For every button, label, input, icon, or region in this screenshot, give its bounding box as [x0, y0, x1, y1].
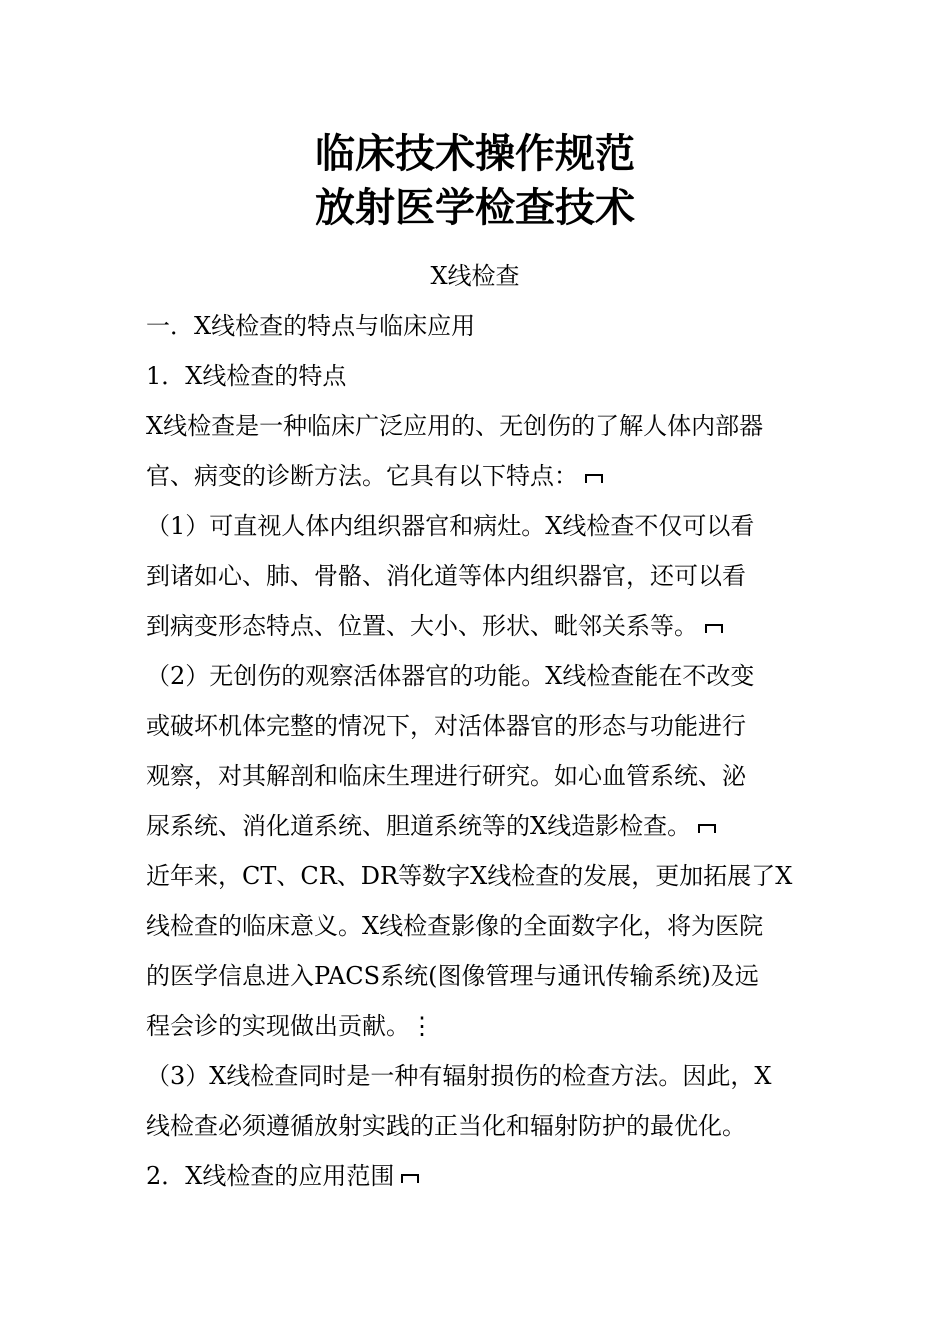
paragraph-line: 或破坏机体完整的情况下，对活体器官的形态与功能进行: [146, 712, 746, 740]
paragraph-mark-icon: [697, 820, 717, 834]
paragraph-mark-icon: [400, 1170, 420, 1184]
paragraph-line: 程会诊的实现做出贡献。⋮: [146, 1012, 434, 1040]
document-title-line-1: 临床技术操作规范: [315, 131, 635, 177]
paragraph-line: X线检查是一种临床广泛应用的、无创伤的了解人体内部器: [146, 412, 764, 440]
paragraph-line: （2）无创伤的观察活体器官的功能。X线检查能在不改变: [146, 662, 755, 690]
paragraph-line: 官、病变的诊断方法。它具有以下特点：: [146, 458, 604, 494]
paragraph-line: 线检查必须遵循放射实践的正当化和辐射防护的最优化。: [146, 1112, 746, 1140]
paragraph-line: 到诸如心、肺、骨骼、消化道等体内组织器官，还可以看: [146, 562, 746, 590]
heading-1-1: 1．X线检查的特点: [146, 362, 347, 390]
paragraph-line: 线检查的临床意义。X线检查影像的全面数字化，将为医院: [146, 912, 764, 940]
paragraph-line: 观察，对其解剖和临床生理进行研究。如心血管系统、泌: [146, 762, 746, 790]
paragraph-line: 尿系统、消化道系统、胆道系统等的X线造影检查。: [146, 808, 717, 844]
paragraph-line: 近年来，CT、CR、DR等数字X线检查的发展，更加拓展了X: [146, 862, 793, 890]
section-heading: X线检查: [430, 262, 520, 290]
heading-1: 一．X线检查的特点与临床应用: [146, 312, 476, 340]
paragraph-line: （1）可直视人体内组织器官和病灶。X线检查不仅可以看: [146, 512, 755, 540]
paragraph-line: （3）X线检查同时是一种有辐射损伤的检查方法。因此，X: [146, 1062, 772, 1090]
paragraph-mark-icon: [584, 470, 604, 484]
document-title-line-2: 放射医学检查技术: [315, 185, 635, 231]
paragraph-line: 到病变形态特点、位置、大小、形状、毗邻关系等。: [146, 608, 724, 644]
paragraph-line: 的医学信息进入PACS系统(图像管理与通讯传输系统)及远: [146, 962, 759, 990]
paragraph-mark-icon: [704, 620, 724, 634]
heading-1-2: 2．X线检查的应用范围: [146, 1158, 420, 1194]
